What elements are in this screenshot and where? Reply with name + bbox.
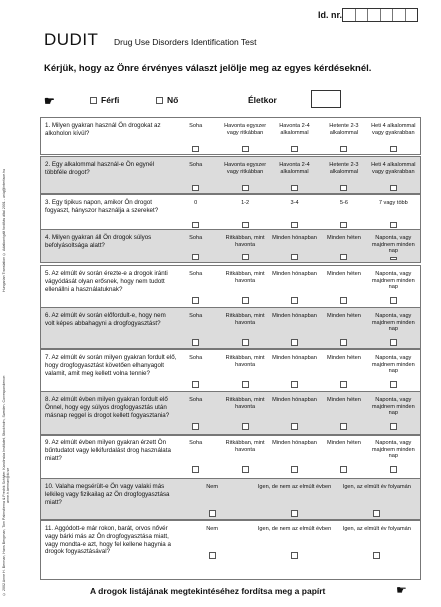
answer-option xyxy=(369,200,418,228)
question-text: 11. Aggódott-e már rokon, barát, orvos nővér vagy bárki más az Ön drogfogyasztása miatt, vagy mondta-e azt, hogy fel kellene hagynia a drogok fogyasztásával? xyxy=(45,525,171,556)
answer-label: Heti 4 alkalommal vagy gyakrabban xyxy=(371,162,416,175)
answer-checkbox[interactable] xyxy=(291,423,298,430)
answer-checkbox[interactable] xyxy=(242,146,249,152)
answer-label: Havonta 2-4 alkalommal xyxy=(279,123,310,136)
answer-option xyxy=(369,313,418,346)
answer-label: Soha xyxy=(189,162,203,168)
answer-option xyxy=(319,397,368,433)
answer-checkbox[interactable] xyxy=(291,552,298,559)
answer-checkbox[interactable] xyxy=(390,297,397,304)
answer-label: Ritkábban, mint havonta xyxy=(225,440,265,453)
copyright-original: © 2002 Anne H. Berman, Hans Bergman, Tom Palmstierna & Fredrik Schlyter. Karolinska Institutet, Stockholm, Sweden. Correspondence: anne.h.berman@ki.se xyxy=(2,374,10,596)
question-1 xyxy=(40,117,421,155)
answer-checkbox[interactable] xyxy=(390,146,397,152)
answer-checkbox[interactable] xyxy=(373,510,380,517)
answer-option xyxy=(220,123,269,152)
question-text: 8. Az elmúlt évben milyen gyakran fordult elő Önnel, hogy egy súlyos drogfogyasztás után másnap reggel is drogot kellett fogyasztania? xyxy=(45,396,170,419)
question-text: 3. Egy tipikus napon, amikor Ön drogot fogyaszt, hányszor használja a szereket? xyxy=(45,199,159,214)
answer-option xyxy=(220,355,269,389)
answer-checkbox[interactable] xyxy=(192,466,199,473)
answer-checkbox[interactable] xyxy=(390,185,397,191)
answer-checkbox[interactable] xyxy=(242,381,249,388)
answer-label: Naponta, vagy majdnem minden nap xyxy=(371,355,415,375)
answer-checkbox[interactable] xyxy=(340,466,347,473)
answer-checkbox[interactable] xyxy=(291,510,298,517)
answer-checkbox[interactable] xyxy=(390,466,397,473)
answer-checkbox[interactable] xyxy=(209,552,216,559)
answer-option xyxy=(220,440,269,478)
answer-option xyxy=(270,440,319,478)
answer-checkbox[interactable] xyxy=(192,381,199,388)
answer-checkbox[interactable] xyxy=(192,423,199,430)
answer-option xyxy=(220,235,269,260)
question-text: 4. Milyen gyakran áll Ön drogok súlyos befolyásoltsága alatt? xyxy=(45,234,152,249)
answer-label: Hetente 2-3 alkalommal xyxy=(329,123,359,136)
answer-label: Nem xyxy=(206,484,219,490)
copyright-hungarian: Hungarian Translation © Adatkorrigált fordítás által 2001 - uniq@interface.hu xyxy=(2,168,6,292)
answer-option xyxy=(369,355,418,389)
pointing-hand-icon: ☛ xyxy=(396,583,407,597)
answer-label: Soha xyxy=(189,440,203,446)
answer-checkbox[interactable] xyxy=(291,381,298,388)
answer-option xyxy=(270,271,319,305)
question-2 xyxy=(40,156,421,194)
answer-checkbox[interactable] xyxy=(192,297,199,304)
answer-checkbox[interactable] xyxy=(291,222,298,228)
question-8 xyxy=(40,391,421,436)
answer-label: Minden héten xyxy=(326,235,361,241)
answer-label: Minden hónapban xyxy=(272,271,317,277)
answer-label: Soha xyxy=(189,123,203,129)
answer-label: Minden hónapban xyxy=(272,355,317,361)
answer-option xyxy=(270,355,319,389)
answer-option xyxy=(270,162,319,191)
answer-label: Soha xyxy=(189,397,203,403)
dudit-logo: DUDIT xyxy=(44,30,99,49)
answer-label: Minden héten xyxy=(326,397,361,403)
answer-label: Naponta, vagy majdnem minden nap xyxy=(371,440,415,460)
answer-checkbox[interactable] xyxy=(291,146,298,152)
instruction-text: Kérjük, hogy az Önre érvényes választ jelölje meg az egyes kérdéseknél. xyxy=(44,63,372,74)
answer-option xyxy=(319,123,368,152)
answer-option xyxy=(319,200,368,228)
answer-option xyxy=(369,123,418,152)
question-10 xyxy=(40,478,421,520)
answer-label: Soha xyxy=(189,313,203,319)
answer-option xyxy=(270,123,319,152)
male-checkbox[interactable] xyxy=(90,97,97,104)
female-checkbox[interactable] xyxy=(156,97,163,104)
answer-checkbox[interactable] xyxy=(373,552,380,559)
question-7 xyxy=(40,349,421,392)
answer-label: Minden héten xyxy=(326,271,361,277)
question-5 xyxy=(40,265,421,308)
answer-checkbox[interactable] xyxy=(390,222,397,228)
question-text: 7. Az elmúlt év során milyen gyakran fordult elő, hogy drogfogyasztást követően elhanyagolt valamit, amit meg kellett volna tennie? xyxy=(45,354,177,377)
answer-option xyxy=(171,235,220,260)
answer-option xyxy=(171,526,253,577)
answer-option xyxy=(336,526,418,577)
answer-checkbox[interactable] xyxy=(390,381,397,388)
question-text: 10. Valaha megsérült-e Ön vagy valaki más lelkileg vagy fizikailag az Ön drogfogyasztása miatt? xyxy=(45,483,170,506)
answer-checkbox[interactable] xyxy=(242,466,249,473)
answer-checkbox[interactable] xyxy=(340,146,347,152)
answer-label: Igen, az elmúlt év folyamán xyxy=(342,526,411,532)
answer-checkbox[interactable] xyxy=(340,339,347,346)
age-label: Életkor xyxy=(248,95,277,105)
answer-option xyxy=(319,162,368,191)
answer-label: 3-4 xyxy=(290,200,299,206)
answer-checkbox[interactable] xyxy=(291,297,298,304)
answer-label: Minden hónapban xyxy=(272,440,317,446)
answer-option xyxy=(270,397,319,433)
demographics-row xyxy=(40,90,421,112)
answer-option xyxy=(253,526,335,577)
answer-label: Nem xyxy=(206,526,219,532)
answer-checkbox[interactable] xyxy=(192,339,199,346)
answer-option xyxy=(319,440,368,478)
answer-option xyxy=(171,440,220,478)
answer-label: Havonta egyszer vagy ritkábban xyxy=(224,123,267,136)
answer-option xyxy=(369,235,418,260)
id-number-field[interactable] xyxy=(342,8,418,22)
answer-checkbox[interactable] xyxy=(390,423,397,430)
answer-checkbox[interactable] xyxy=(192,185,199,191)
id-number-label: Id. nr. xyxy=(318,10,343,20)
answer-option xyxy=(220,200,269,228)
answer-label: Minden héten xyxy=(326,355,361,361)
answer-label: Igen, az elmúlt év folyamán xyxy=(342,484,411,490)
answer-option xyxy=(319,271,368,305)
answer-checkbox[interactable] xyxy=(242,222,249,228)
answer-label: Minden héten xyxy=(326,440,361,446)
answer-option xyxy=(220,162,269,191)
answer-label: Ritkábban, mint havonta xyxy=(225,397,265,410)
answer-option xyxy=(220,313,269,346)
answer-checkbox[interactable] xyxy=(340,423,347,430)
answer-option xyxy=(319,313,368,346)
answer-checkbox[interactable] xyxy=(340,297,347,304)
answer-checkbox[interactable] xyxy=(242,254,249,260)
answer-checkbox[interactable] xyxy=(242,297,249,304)
answer-option xyxy=(220,397,269,433)
answer-label: Naponta, vagy majdnem minden nap xyxy=(371,313,415,333)
question-text: 2. Egy alkalommal használ-e Ön egynél többféle drogot? xyxy=(45,161,155,176)
answer-label: Naponta, vagy majdnem minden nap xyxy=(371,235,415,255)
age-input[interactable] xyxy=(311,90,341,108)
answer-label: Soha xyxy=(189,235,203,241)
answer-label: Naponta, vagy majdnem minden nap xyxy=(371,271,415,291)
answer-checkbox[interactable] xyxy=(192,222,199,228)
answer-checkbox[interactable] xyxy=(242,423,249,430)
answer-option xyxy=(220,271,269,305)
answer-label: Ritkábban, mint havonta xyxy=(225,355,265,368)
answer-checkbox[interactable] xyxy=(291,466,298,473)
answer-label: Igen, de nem az elmúlt évben xyxy=(257,526,332,532)
answer-checkbox[interactable] xyxy=(390,257,397,260)
answer-checkbox[interactable] xyxy=(242,339,249,346)
answer-option xyxy=(171,397,220,433)
answer-checkbox[interactable] xyxy=(340,381,347,388)
answer-option xyxy=(171,313,220,346)
question-text: 5. Az elmúlt év során érezte-e a drogok iránti vágyódását olyan erősnek, hogy nem tudott ellenállni a használatuknak? xyxy=(45,270,168,293)
answer-label: Minden hónapban xyxy=(272,235,317,241)
question-6 xyxy=(40,307,421,349)
answer-label: Heti 4 alkalommal vagy gyakrabban xyxy=(371,123,416,136)
answer-checkbox[interactable] xyxy=(291,254,298,260)
question-text: 9. Az elmúlt évben milyen gyakran érzett Ön bűntudatot vagy lelkifurdalást drog használata miatt? xyxy=(45,439,171,462)
answer-option xyxy=(171,200,220,228)
answer-checkbox[interactable] xyxy=(340,185,347,191)
answer-label: 1-2 xyxy=(241,200,250,206)
answer-option xyxy=(171,162,220,191)
answer-option xyxy=(171,123,220,152)
answer-option xyxy=(253,484,335,517)
answer-checkbox[interactable] xyxy=(340,222,347,228)
answer-checkbox[interactable] xyxy=(192,254,199,260)
answer-label: Soha xyxy=(189,271,203,277)
question-4 xyxy=(40,229,421,263)
answer-checkbox[interactable] xyxy=(340,254,347,260)
answer-checkbox[interactable] xyxy=(390,339,397,346)
answer-label: Ritkábban, mint havonta xyxy=(225,235,265,248)
answer-label: Havonta 2-4 alkalommal xyxy=(279,162,310,175)
pointing-hand-icon: ☛ xyxy=(44,94,55,108)
answer-label: Naponta, vagy majdnem minden nap xyxy=(371,397,415,417)
answer-option xyxy=(369,440,418,478)
answer-label: Soha xyxy=(189,355,203,361)
question-11 xyxy=(40,520,421,580)
answer-checkbox[interactable] xyxy=(192,146,199,152)
answer-option xyxy=(171,355,220,389)
question-text: 1. Milyen gyakran használ Ön drogokat az alkoholon kívül? xyxy=(45,122,161,137)
answer-option xyxy=(171,271,220,305)
answer-option xyxy=(369,397,418,433)
answer-label: 5-6 xyxy=(339,200,348,206)
question-9 xyxy=(40,434,421,481)
answer-checkbox[interactable] xyxy=(291,185,298,191)
answer-option xyxy=(319,235,368,260)
answer-label: Hetente 2-3 alkalommal xyxy=(329,162,359,175)
answer-label: Ritkábban, mint havonta xyxy=(225,271,265,284)
answer-label: 7 vagy több xyxy=(378,200,408,206)
answer-checkbox[interactable] xyxy=(291,339,298,346)
footer-instruction: A drogok listájának megtekintéséhez fordítsa meg a papírt xyxy=(90,586,326,596)
question-3 xyxy=(40,194,421,231)
answer-label: Havonta egyszer vagy ritkábban xyxy=(224,162,267,175)
answer-label: Minden hónapban xyxy=(272,397,317,403)
answer-option xyxy=(270,200,319,228)
answer-checkbox[interactable] xyxy=(242,185,249,191)
answer-option xyxy=(270,313,319,346)
answer-option xyxy=(369,271,418,305)
answer-label: Minden hónapban xyxy=(272,313,317,319)
answer-label: Ritkábban, mint havonta xyxy=(225,313,265,326)
answer-option xyxy=(270,235,319,260)
answer-option xyxy=(319,355,368,389)
answer-label: Minden héten xyxy=(326,313,361,319)
answer-label: Igen, de nem az elmúlt évben xyxy=(257,484,332,490)
female-label: Nő xyxy=(167,95,179,105)
answer-option xyxy=(369,162,418,191)
answer-option xyxy=(336,484,418,517)
answer-label: 0 xyxy=(194,200,198,206)
male-label: Férfi xyxy=(101,95,120,105)
subtitle: Drug Use Disorders Identification Test xyxy=(114,37,257,47)
answer-option xyxy=(171,484,253,517)
answer-checkbox[interactable] xyxy=(209,510,216,517)
question-text: 6. Az elmúlt év során előfordult-e, hogy nem volt képes abbahagyni a drogfogyasztást? xyxy=(45,312,166,327)
